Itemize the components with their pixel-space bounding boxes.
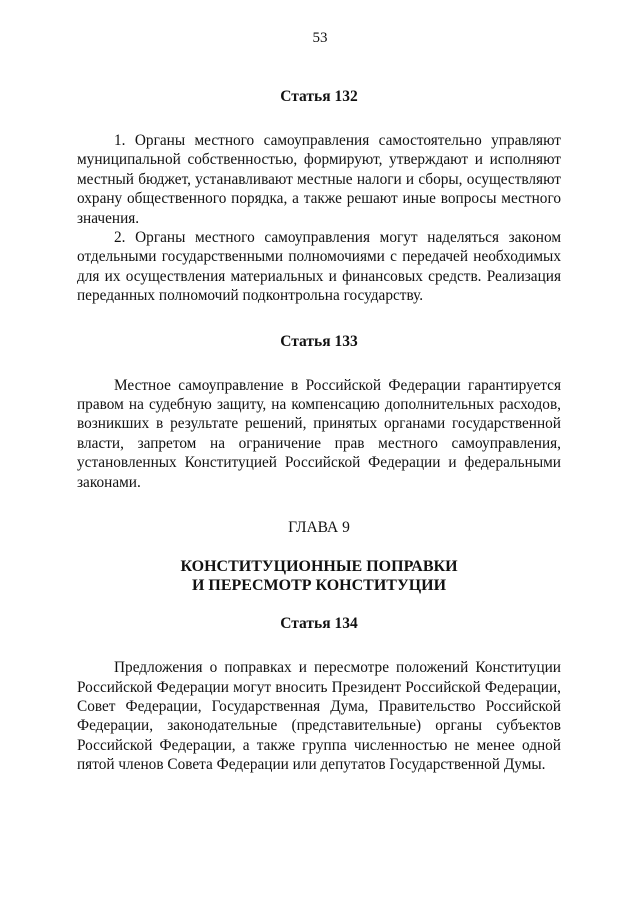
- chapter-label: ГЛАВА 9: [288, 519, 350, 537]
- article-133-paragraph-1: Местное самоуправление в Российской Федерации гарантируется правом на судебную защиту, на компенсацию дополнительных расходов, возникших в результате решений, принятых органами государственной власти, запретом на ограничение прав местного самоуправления, установленных Конституцией Российской Федерации и федеральными законами.: [77, 376, 561, 491]
- spacer: [77, 106, 561, 131]
- article-133-title: Статья 133: [280, 332, 358, 350]
- chapter-title-line-2: И ПЕРЕСМОТР КОНСТИТУЦИИ: [191, 577, 447, 595]
- spacer: [77, 595, 561, 615]
- spacer: [77, 306, 561, 333]
- article-132-paragraph-1: 1. Органы местного самоуправления самостоятельно управляют муниципальной собственностью, формируют, утверждают и исполняют местный бюджет, устанавливают местные налоги и сборы, осуществляют охрану общественного порядка, а также решают иные вопросы местного значения.: [77, 132, 561, 227]
- document-body: [77, 88, 561, 775]
- article-134-paragraph-1: Предложения о поправках и пересмотре положений Конституции Российской Федерации могут вносить Президент Российской Федерации, Совет Федерации, Государственная Дума, Правительство Российской Федерации, законодательные (представительные) органы субъектов Российской Федерации, а также группа численностью не менее одной пятой членов Совета Федерации или депутатов Государственной Думы.: [77, 659, 561, 774]
- spacer: [77, 633, 561, 658]
- article-132-paragraph-2: 2. Органы местного самоуправления могут наделяться законом отдельными государственными полномочиями с передачей необходимых для их осуществления материальных и финансовых средств. Реализация переданных полномочий подконтрольна государству.: [77, 229, 561, 305]
- article-134-title: Статья 134: [280, 615, 358, 633]
- spacer: [77, 537, 561, 557]
- chapter-title-line-1: КОНСТИТУЦИОННЫЕ ПОПРАВКИ: [180, 558, 458, 576]
- page-number: 53: [312, 30, 328, 46]
- spacer: [77, 351, 561, 376]
- article-132-title: Статья 132: [280, 88, 358, 105]
- spacer: [77, 492, 561, 519]
